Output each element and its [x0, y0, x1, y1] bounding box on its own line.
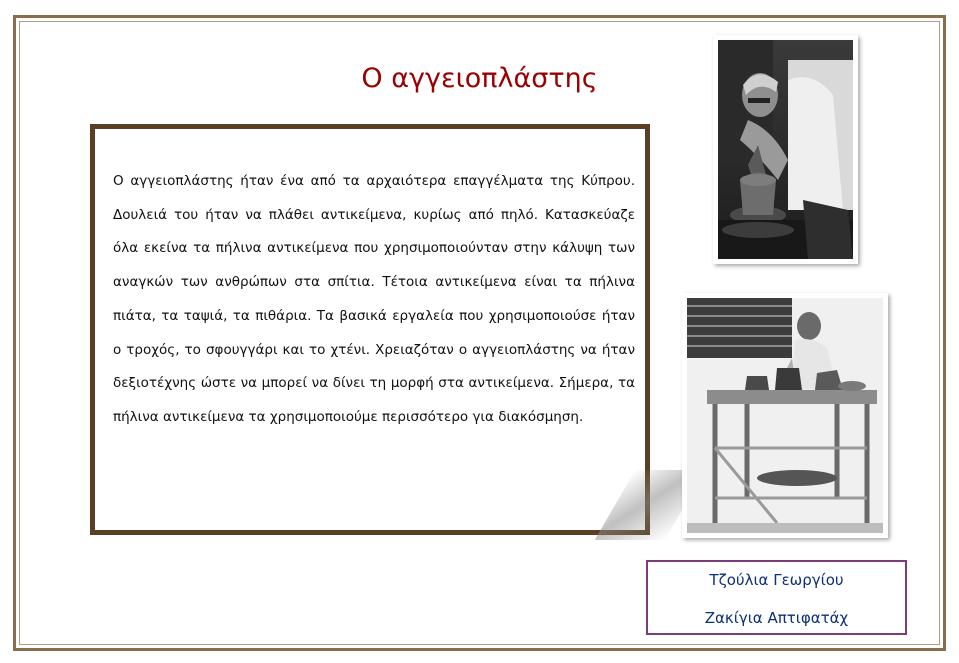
author-name: Τζούλια Γεωργίου	[709, 571, 844, 589]
body-text: Ο αγγειοπλάστης ήταν ένα από τα αρχαιότερα επαγγέλματα της Κύπρου. Δουλειά του ήταν να πλάθει αντικείμενα, κυρίως από πηλό. Κατασκεύαζε όλα εκείνα τα πήλινα αντικείμενα που χρησιμοποιούνταν στην κάλυψη των αναγκών των ανθρώπων στα σπίτια. Τέτοια αντικείμενα είναι τα πήλινα πιάτα, τα ταψιά, τα πιθάρια. Τα βασικά εργαλεία που χρησιμοποιούσε ήταν ο τροχός, το σφουγγάρι και το χτένι. Χρειαζόταν ο αγγειοπλάστης να ήταν δεξιοτέχνης ώστε να μπορεί να δίνει τη μορφή στα αντικείμενα. Σήμερα, τα πήλινα αντικείμενα τα χρησιμοποιούμε περισσότερο για διακόσμηση.	[113, 173, 635, 425]
text-box	[90, 124, 650, 535]
author-name: Ζακίγια Απτιφατάχ	[704, 609, 849, 627]
potter-workshop-image	[687, 298, 883, 533]
page-title: Ο αγγειοπλάστης	[361, 63, 598, 94]
potter-photo-1	[713, 35, 858, 264]
authors-box	[646, 560, 907, 635]
potter-at-wheel-image	[718, 40, 853, 259]
potter-photo-2	[682, 293, 888, 538]
